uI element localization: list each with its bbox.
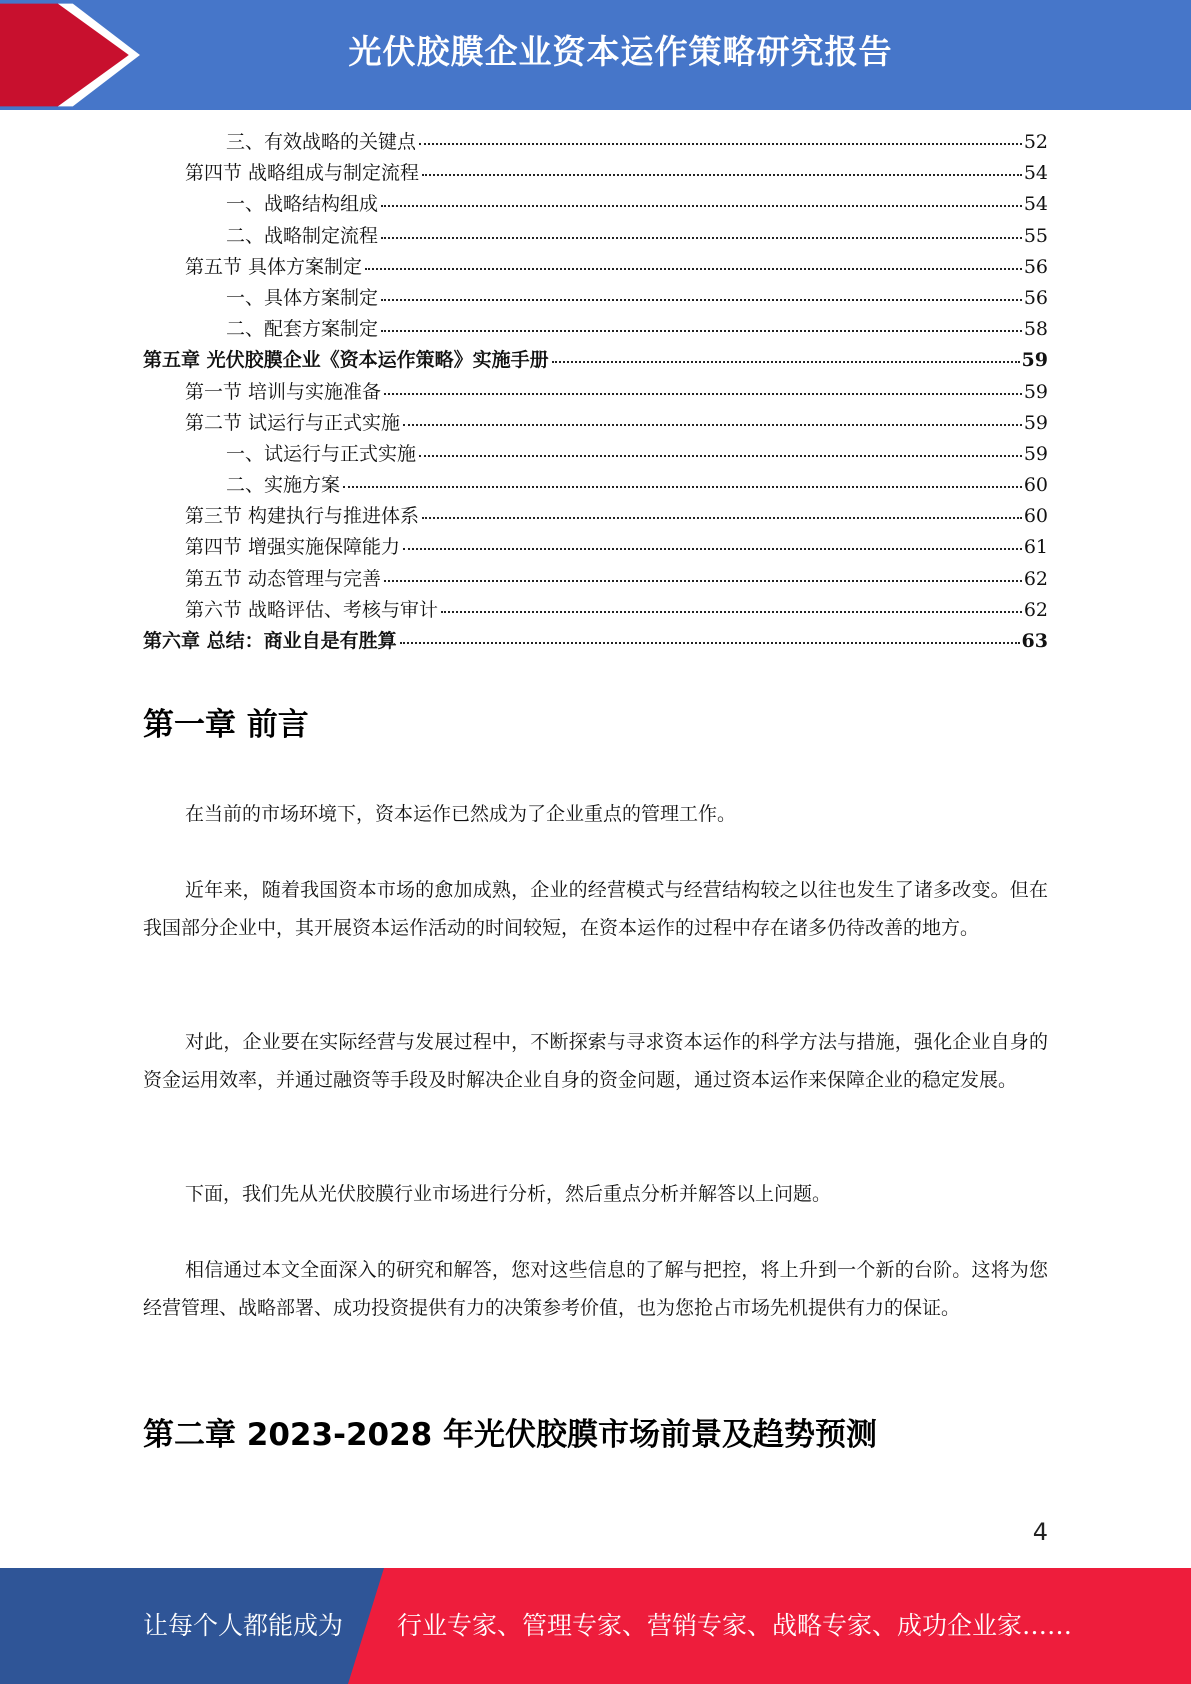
page-footer: [0, 1568, 1191, 1684]
toc-entry-page: 60: [1023, 505, 1048, 528]
toc-entry[interactable]: [143, 626, 1048, 657]
toc-dot-leader: [384, 391, 1022, 395]
toc-dot-leader: [381, 297, 1022, 301]
toc-entry[interactable]: [143, 595, 1048, 626]
toc-entry-title: 第四节 增强实施保障能力: [185, 536, 401, 559]
chapter2-heading: 第二章 2023-2028 年光伏胶膜市场前景及趋势预测: [143, 1417, 878, 1453]
toc-dot-leader: [422, 172, 1022, 176]
toc-dot-leader: [422, 515, 1022, 519]
footer-slogan-left: 让每个人都能成为: [143, 1611, 344, 1640]
toc-dot-leader: [343, 484, 1022, 488]
toc-entry[interactable]: [143, 158, 1048, 189]
toc-entry-title: 第六节 战略评估、考核与审计: [185, 598, 439, 621]
header-red-chevron: [0, 0, 140, 110]
paragraph: 对此，企业要在实际经营与发展过程中，不断探索与寻求资本运作的科学方法与措施，强化企业自身的资金运用效率，并通过融资等手段及时解决企业自身的资金问题，通过资本运作来保障企业的稳定发展。: [143, 1031, 1048, 1091]
toc-dot-leader: [384, 578, 1022, 582]
toc-entry[interactable]: [143, 501, 1048, 532]
toc-entry-title: 第二节 试运行与正式实施: [185, 411, 401, 434]
toc-entry-title: 第三节 构建执行与推进体系: [185, 505, 420, 528]
toc-entry-page: 63: [1021, 630, 1048, 652]
toc-entry-page: 59: [1023, 380, 1048, 403]
toc-entry[interactable]: [143, 532, 1048, 563]
toc-entry-title: 第四节 战略组成与制定流程: [185, 162, 420, 185]
toc-entry[interactable]: [143, 377, 1048, 408]
toc-entry[interactable]: [143, 345, 1048, 376]
toc-entry[interactable]: [143, 283, 1048, 314]
toc-entry[interactable]: [143, 564, 1048, 595]
toc-dot-leader: [441, 609, 1022, 613]
footer-slogan-right: 行业专家、管理专家、营销专家、战略专家、成功企业家……: [397, 1611, 1073, 1640]
toc-entry-page: 55: [1023, 224, 1048, 247]
toc-entry-title: 一、试运行与正式实施: [226, 442, 417, 465]
toc-entry-title: 第五节 具体方案制定: [185, 255, 363, 278]
toc-entry-title: 一、战略结构组成: [226, 193, 379, 216]
toc-dot-leader: [365, 266, 1022, 270]
paragraph: 相信通过本文全面深入的研究和解答，您对这些信息的了解与把控，将上升到一个新的台阶。这将为您经营管理、战略部署、成功投资提供有力的决策参考价值，也为您抢占市场先机提供有力的保证。: [143, 1259, 1048, 1319]
toc-entry-page: 52: [1023, 131, 1048, 153]
toc-entry-title: 二、实施方案: [226, 474, 341, 497]
toc-entry-page: 62: [1023, 598, 1048, 621]
toc-entry-title: 一、具体方案制定: [226, 286, 379, 309]
toc-dot-leader: [381, 328, 1022, 332]
toc-entry-page: 54: [1023, 193, 1048, 216]
toc-entry-page: 59: [1021, 349, 1048, 372]
toc-entry[interactable]: [143, 127, 1048, 158]
toc-entry-title: 第五节 动态管理与完善: [185, 567, 382, 590]
toc-entry[interactable]: [143, 221, 1048, 252]
toc-entry-page: 59: [1023, 411, 1048, 434]
toc-entry[interactable]: [143, 439, 1048, 470]
toc-entry-title: 第五章 光伏胶膜企业《资本运作策略》实施手册: [143, 349, 549, 372]
toc-entry-page: 56: [1023, 255, 1048, 278]
toc-dot-leader: [381, 203, 1022, 207]
toc-dot-leader: [419, 141, 1022, 145]
table-of-contents: [143, 127, 1048, 657]
toc-entry[interactable]: [143, 189, 1048, 220]
paragraph: 下面，我们先从光伏胶膜行业市场进行分析，然后重点分析并解答以上问题。: [185, 1183, 832, 1205]
toc-entry-title: 第六章 总结：商业自是有胜算: [143, 630, 397, 652]
paragraph: 近年来，随着我国资本市场的愈加成熟，企业的经营模式与经营结构较之以往也发生了诸多改变。但在我国部分企业中，其开展资本运作活动的时间较短，在资本运作的过程中存在诸多仍待改善的地方。: [143, 879, 1048, 939]
toc-entry-title: 三、有效战略的关键点: [226, 131, 417, 153]
toc-dot-leader: [552, 359, 1020, 363]
toc-entry-title: 二、战略制定流程: [226, 224, 379, 247]
toc-entry[interactable]: [143, 470, 1048, 501]
toc-entry-page: 59: [1023, 442, 1048, 465]
toc-dot-leader: [400, 640, 1020, 644]
toc-entry-page: 54: [1023, 162, 1048, 185]
toc-entry-title: 二、配套方案制定: [226, 318, 379, 341]
report-title: 光伏胶膜企业资本运作策略研究报告: [348, 32, 893, 71]
toc-dot-leader: [403, 546, 1022, 550]
paragraph: 在当前的市场环境下，资本运作已然成为了企业重点的管理工作。: [185, 803, 737, 825]
toc-entry-page: 62: [1023, 567, 1048, 590]
chapter1-heading: 第一章 前言: [143, 707, 309, 743]
page-number: 4: [1032, 1518, 1048, 1546]
toc-entry[interactable]: [143, 314, 1048, 345]
toc-entry-page: 60: [1023, 474, 1048, 497]
toc-dot-leader: [419, 453, 1022, 457]
toc-dot-leader: [403, 422, 1022, 426]
page-header: [0, 0, 1191, 110]
toc-entry[interactable]: [143, 408, 1048, 439]
toc-entry-page: 58: [1023, 318, 1048, 341]
toc-dot-leader: [381, 235, 1022, 239]
toc-entry-page: 61: [1023, 536, 1048, 559]
toc-entry[interactable]: [143, 252, 1048, 283]
toc-entry-page: 56: [1023, 286, 1048, 309]
toc-entry-title: 第一节 培训与实施准备: [185, 380, 382, 403]
